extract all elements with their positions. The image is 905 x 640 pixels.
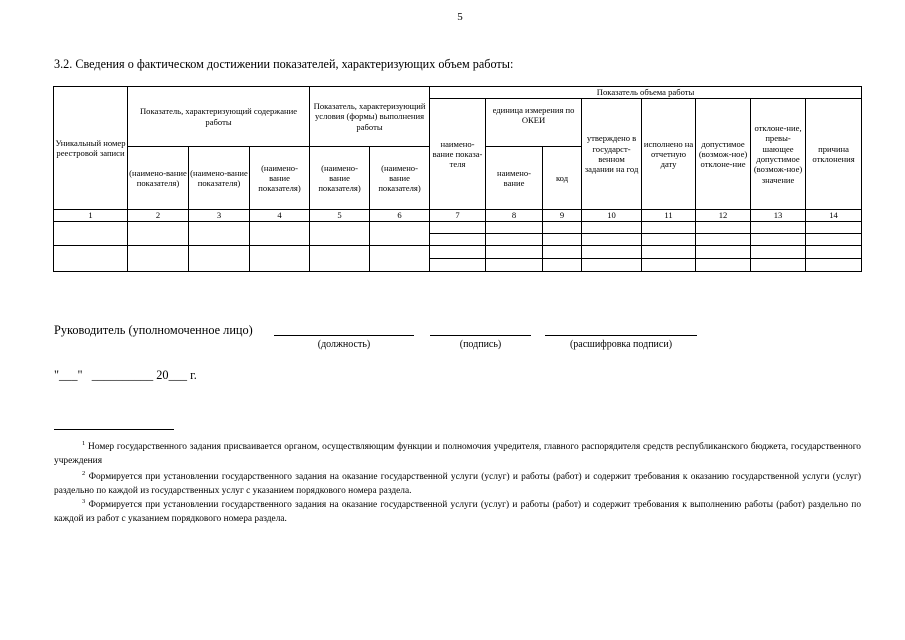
header-allowed-deviation: допустимое (возмож-ное) отклоне-ние [696,99,751,210]
signature-line [430,335,531,336]
decoding-line [545,335,697,336]
column-number: 12 [696,210,751,222]
signature-caption: (подпись) [459,339,502,350]
volume-indicators-table [53,86,862,272]
header-unique-number: Уникальный номер реестровой записи [54,87,128,210]
sub-header-indicator-name: (наимено-вание показателя) [310,147,370,210]
footnote-mark: 2 [82,470,86,477]
header-volume-indicator: Показатель объема работы [430,87,862,99]
column-number: 10 [582,210,642,222]
column-number: 9 [543,210,582,222]
position-line [274,335,414,336]
footnote-mark: 1 [82,440,86,447]
date-line: "___" __________ 20___ г. [54,368,197,382]
footnote-text: Номер государственного задания присваивается органом, осуществляющим функции и полномочия учредителя, главного распорядителя средств республиканского бюджета, государственного учреждения [54,442,861,467]
footnote-mark: 3 [82,498,86,505]
footnote-text: Формируется при установлении государственного задания на оказание государственной услуги (услуг) и работы (работ) и содержит требования к оказанию государственной услуги (услуг) раздельно по каждой из государственных услуг с указанием порядкового номера раздела. [54,472,862,497]
column-number: 1 [54,210,128,222]
sub-header-indicator-name: (наимено-вание показателя) [128,147,189,210]
head-label: Руководитель (уполномоченное лицо) [54,323,253,337]
column-number: 5 [310,210,370,222]
sub-header-indicator-name: (наимено-вание показателя) [250,147,310,210]
header-indicator-name: наимено-вание показа-теля [430,99,486,210]
header-okei-unit: единица измерения по ОКЕИ [486,99,582,147]
column-number: 2 [128,210,189,222]
column-number: 6 [370,210,430,222]
column-number: 7 [430,210,486,222]
column-number: 3 [189,210,250,222]
decoding-caption: (расшифровка подписи) [569,339,673,350]
column-number: 8 [486,210,543,222]
column-number: 11 [642,210,696,222]
footnote-3 [54,495,861,526]
header-approved: утверждено в государст-венном задании на год [582,99,642,210]
section-title: 3.2. Сведения о фактическом достижении показателей, характеризующих объем работы: [54,57,514,71]
table-row [54,246,862,259]
column-number: 13 [751,210,806,222]
header-unit-code: код [543,147,582,210]
page-number: 5 [457,11,463,23]
header-exceeding-deviation: отклоне-ние, превы-шающее допустимое (возмож-ное) значение [751,99,806,210]
column-number: 4 [250,210,310,222]
footnote-2 [54,467,861,498]
column-number: 14 [806,210,862,222]
sub-header-indicator-name: (наимено-вание показателя) [189,147,250,210]
footnote-separator [54,429,174,430]
header-unit-name: наимено-вание [486,147,543,210]
table-row [54,222,862,234]
header-conditions-indicator: Показатель, характеризующий условия (формы) выполнения работы [310,87,430,147]
position-caption: (должность) [317,339,371,350]
footnote-text: Формируется при установлении государственного задания на оказание государственной услуги (услуг) и работы (работ) и содержит требования к выполнению работы (работ) раздельно по каждой из работ с указанием порядкового номера раздела. [54,500,862,525]
header-content-indicator: Показатель, характеризующий содержание работы [128,87,310,147]
header-deviation-reason: причина отклонения [806,99,862,210]
sub-header-indicator-name: (наимено-вание показателя) [370,147,430,210]
header-executed: исполнено на отчетную дату [642,99,696,210]
footnote-1 [54,437,861,468]
